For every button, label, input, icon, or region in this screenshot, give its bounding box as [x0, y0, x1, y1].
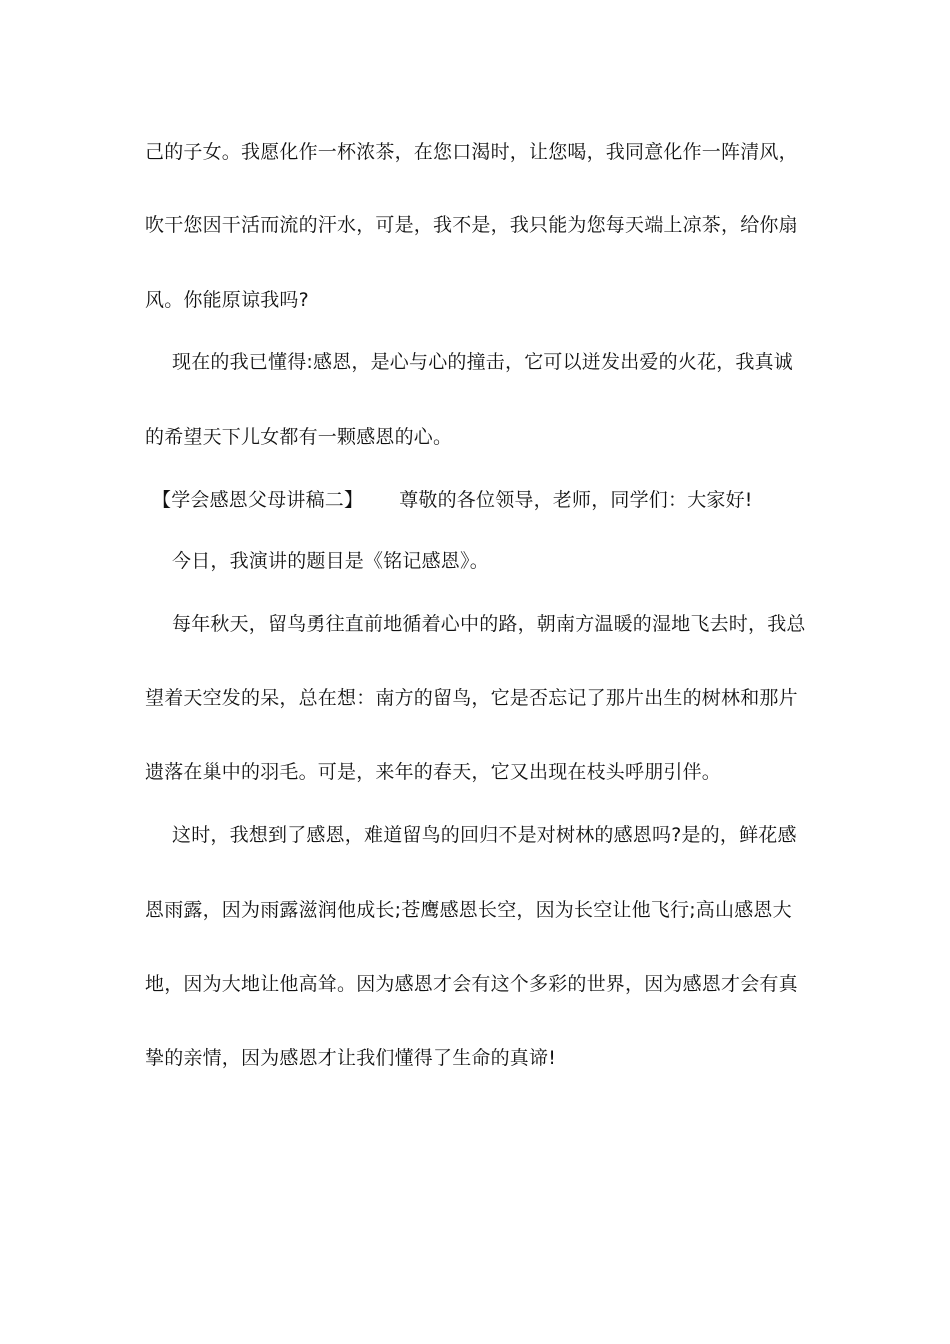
text-line: 现在的我已懂得:感恩，是心与心的撞击，它可以迸发出爱的火花，我真诚 — [172, 351, 794, 373]
text-line: 遗落在巢中的羽毛。可是，来年的春天，它又出现在枝头呼朋引伴。 — [145, 761, 722, 783]
text-line: 恩雨露，因为雨露滋润他成长;苍鹰感恩长空，因为长空让他飞行;高山感恩大 — [145, 899, 792, 921]
text-line: 地，因为大地让他高耸。因为感恩才会有这个多彩的世界，因为感恩才会有真 — [145, 973, 798, 995]
text-line: 吹干您因干活而流的汗水，可是，我不是，我只能为您每天端上凉茶，给你扇 — [145, 214, 798, 236]
text-line: 这时，我想到了感恩，难道留鸟的回归不是对树林的感恩吗?是的，鲜花感 — [172, 824, 797, 846]
text-line: 每年秋天，留鸟勇往直前地循着心中的路，朝南方温暖的湿地飞去时，我总 — [172, 613, 806, 635]
section-heading: 【学会感恩父母讲稿二】 — [152, 489, 364, 511]
text-line: 己的子女。我愿化作一杯浓茶，在您口渴时，让您喝，我同意化作一阵清风， — [145, 141, 798, 163]
text-line: 挚的亲情，因为感恩才让我们懂得了生命的真谛! — [145, 1047, 557, 1069]
text-line: 的希望天下儿女都有一颗感恩的心。 — [145, 426, 453, 448]
text-line: 望着天空发的呆，总在想：南方的留鸟，它是否忘记了那片出生的树林和那片 — [145, 687, 798, 709]
text-line: 风。你能原谅我吗? — [145, 289, 309, 311]
greeting: 尊敬的各位领导，老师，同学们：大家好! — [399, 489, 753, 511]
text-line: 今日，我演讲的题目是《铭记感恩》。 — [172, 550, 489, 572]
section-heading-line — [152, 488, 822, 512]
